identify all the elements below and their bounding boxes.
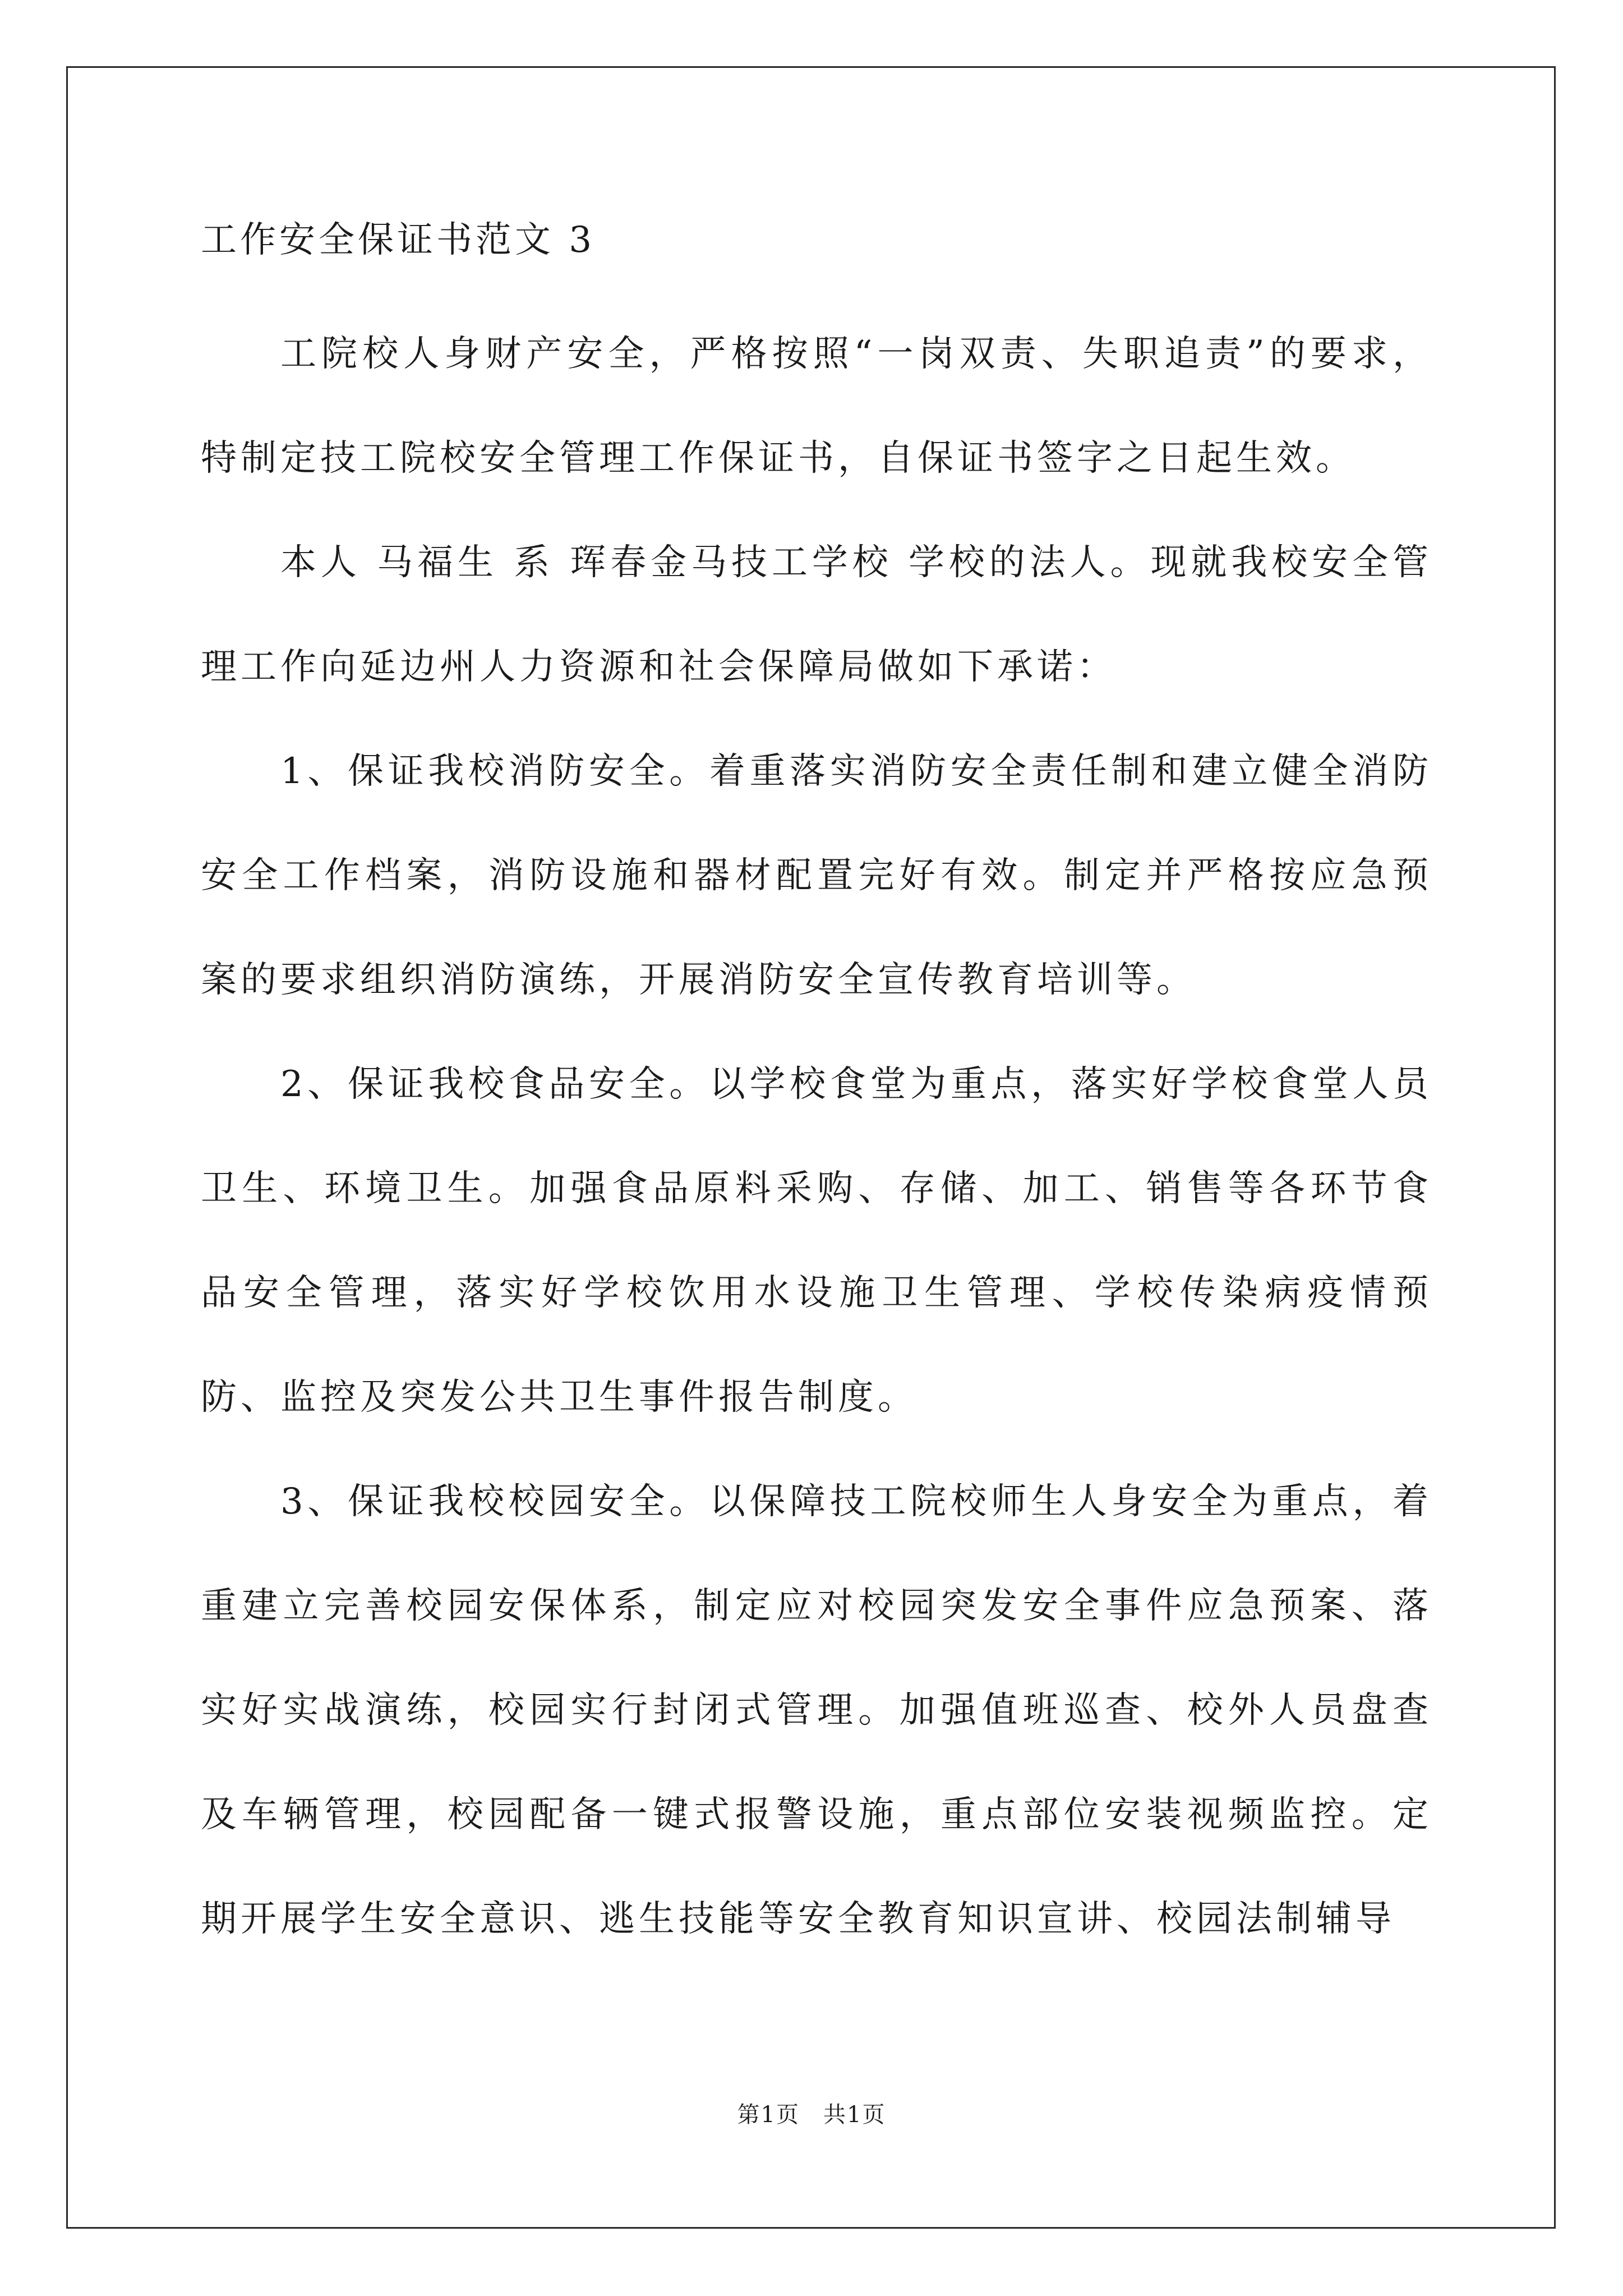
paragraph-declaration: 本人 马福生 系 珲春金马技工学校 学校的法人。现就我校安全管理工作向延边州人力资源和社会保障局做如下承诺：: [201, 542, 1432, 688]
paragraph-intro: 工院校人身财产安全，严格按照“一岗双责、失职追责”的要求，特制定技工院校安全管理工作保证书，自保证书签字之日起生效。: [201, 333, 1432, 479]
paragraph-food-safety: 2、保证我校食品安全。以学校食堂为重点，落实好学校食堂人员卫生、环境卫生。加强食品原料采购、存储、加工、销售等各环节食品安全管理，落实好学校饮用水设施卫生管理、学校传染病疫情预防、监控及突发公共卫生事件报告制度。: [201, 1064, 1432, 1418]
paragraph-fire-safety: 1、保证我校消防安全。着重落实消防安全责任制和建立健全消防安全工作档案，消防设施和器材配置完好有效。制定并严格按应急预案的要求组织消防演练，开展消防安全宣传教育培训等。: [201, 751, 1432, 1001]
document-body: [201, 212, 1432, 1971]
document-title: 工作安全保证书范文 3: [201, 219, 596, 261]
page-footer: 第1页 共1页: [737, 2102, 886, 2128]
paragraph-campus-safety: 3、保证我校校园安全。以保障技工院校师生人身安全为重点，着重建立完善校园安保体系，制定应对校园突发安全事件应急预案、落实好实战演练，校园实行封闭式管理。加强值班巡查、校外人员盘查及车辆管理，校园配备一键式报警设施，重点部位安装视频监控。定期开展学生安全意识、逃生技能等安全教育知识宣讲、校园法制辅导: [201, 1481, 1432, 1940]
